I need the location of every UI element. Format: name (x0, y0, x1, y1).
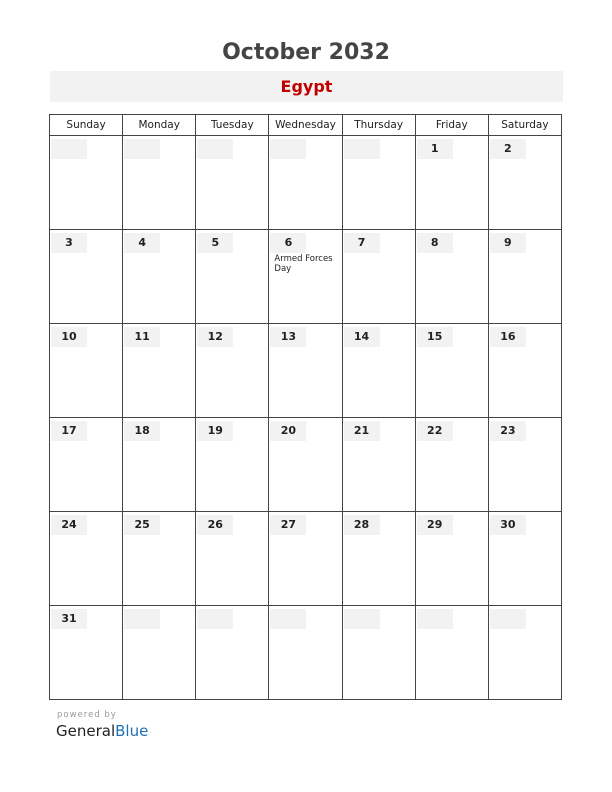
day-cell (196, 230, 269, 324)
day-number (270, 139, 306, 159)
day-number: 13 (270, 327, 306, 347)
day-cell (342, 512, 415, 606)
day-cell (123, 512, 196, 606)
day-number: 1 (417, 139, 453, 159)
empty-day-cell (342, 606, 415, 700)
day-number: 23 (490, 421, 526, 441)
day-number: 24 (51, 515, 87, 535)
day-cell (123, 324, 196, 418)
day-number: 3 (51, 233, 87, 253)
day-number: 9 (490, 233, 526, 253)
day-number: 7 (344, 233, 380, 253)
empty-day-cell (123, 606, 196, 700)
day-number (197, 609, 233, 629)
day-number: 11 (124, 327, 160, 347)
weekday-header: Friday (415, 115, 488, 136)
day-number: 25 (124, 515, 160, 535)
empty-day-cell (269, 606, 342, 700)
day-number: 15 (417, 327, 453, 347)
day-cell (269, 512, 342, 606)
day-cell (415, 324, 488, 418)
day-number: 22 (417, 421, 453, 441)
day-cell (342, 230, 415, 324)
day-number: 16 (490, 327, 526, 347)
day-number: 14 (344, 327, 380, 347)
generalblue-logo[interactable] (56, 722, 148, 740)
weekday-header: Tuesday (196, 115, 269, 136)
day-number: 17 (51, 421, 87, 441)
empty-day-cell (196, 136, 269, 230)
day-cell (269, 324, 342, 418)
brand-blue-text: Blue (115, 722, 149, 740)
week-row (50, 418, 562, 512)
day-number: 31 (51, 609, 87, 629)
day-cell (415, 230, 488, 324)
day-number: 8 (417, 233, 453, 253)
weekday-header: Wednesday (269, 115, 342, 136)
day-number: 29 (417, 515, 453, 535)
day-cell (488, 512, 561, 606)
day-number (124, 609, 160, 629)
calendar-grid (49, 114, 562, 700)
empty-day-cell (269, 136, 342, 230)
country-banner (50, 71, 563, 102)
day-cell (196, 324, 269, 418)
weekday-header: Thursday (342, 115, 415, 136)
day-cell (196, 512, 269, 606)
day-number (270, 609, 306, 629)
week-row (50, 230, 562, 324)
day-number: 30 (490, 515, 526, 535)
week-row (50, 606, 562, 700)
empty-day-cell (488, 606, 561, 700)
day-cell (342, 418, 415, 512)
day-number: 27 (270, 515, 306, 535)
day-number (124, 139, 160, 159)
day-cell (488, 136, 561, 230)
weekday-header-row (50, 115, 562, 136)
day-cell (50, 512, 123, 606)
weekday-header: Monday (123, 115, 196, 136)
day-number (197, 139, 233, 159)
day-cell (488, 418, 561, 512)
weekday-header: Sunday (50, 115, 123, 136)
powered-by-label: powered by (57, 710, 117, 720)
day-number (51, 139, 87, 159)
empty-day-cell (50, 136, 123, 230)
page-title: October 2032 (222, 40, 390, 65)
day-cell (269, 418, 342, 512)
empty-day-cell (123, 136, 196, 230)
day-cell (488, 324, 561, 418)
week-row (50, 136, 562, 230)
brand-general-text: General (56, 722, 116, 740)
empty-day-cell (415, 606, 488, 700)
day-cell (415, 418, 488, 512)
day-cell (196, 418, 269, 512)
empty-day-cell (342, 136, 415, 230)
day-cell (123, 230, 196, 324)
day-number: 20 (270, 421, 306, 441)
day-cell (50, 606, 123, 700)
day-number: 5 (197, 233, 233, 253)
holiday-label: Armed Forces Day (274, 254, 333, 274)
day-number (490, 609, 526, 629)
weekday-header: Saturday (488, 115, 561, 136)
country-name: Egypt (280, 77, 333, 96)
week-row (50, 324, 562, 418)
day-cell (342, 324, 415, 418)
day-number: 19 (197, 421, 233, 441)
day-number: 4 (124, 233, 160, 253)
empty-day-cell (196, 606, 269, 700)
day-cell (415, 136, 488, 230)
day-cell (123, 418, 196, 512)
day-number: 6 (270, 233, 306, 253)
day-number: 26 (197, 515, 233, 535)
day-number (417, 609, 453, 629)
day-cell (415, 512, 488, 606)
day-number: 12 (197, 327, 233, 347)
day-number: 18 (124, 421, 160, 441)
week-row (50, 512, 562, 606)
day-number: 10 (51, 327, 87, 347)
day-number (344, 139, 380, 159)
day-number: 2 (490, 139, 526, 159)
day-number (344, 609, 380, 629)
day-number: 21 (344, 421, 380, 441)
day-number: 28 (344, 515, 380, 535)
day-cell (50, 324, 123, 418)
day-cell (488, 230, 561, 324)
day-cell (50, 418, 123, 512)
day-cell (269, 230, 342, 324)
day-cell (50, 230, 123, 324)
